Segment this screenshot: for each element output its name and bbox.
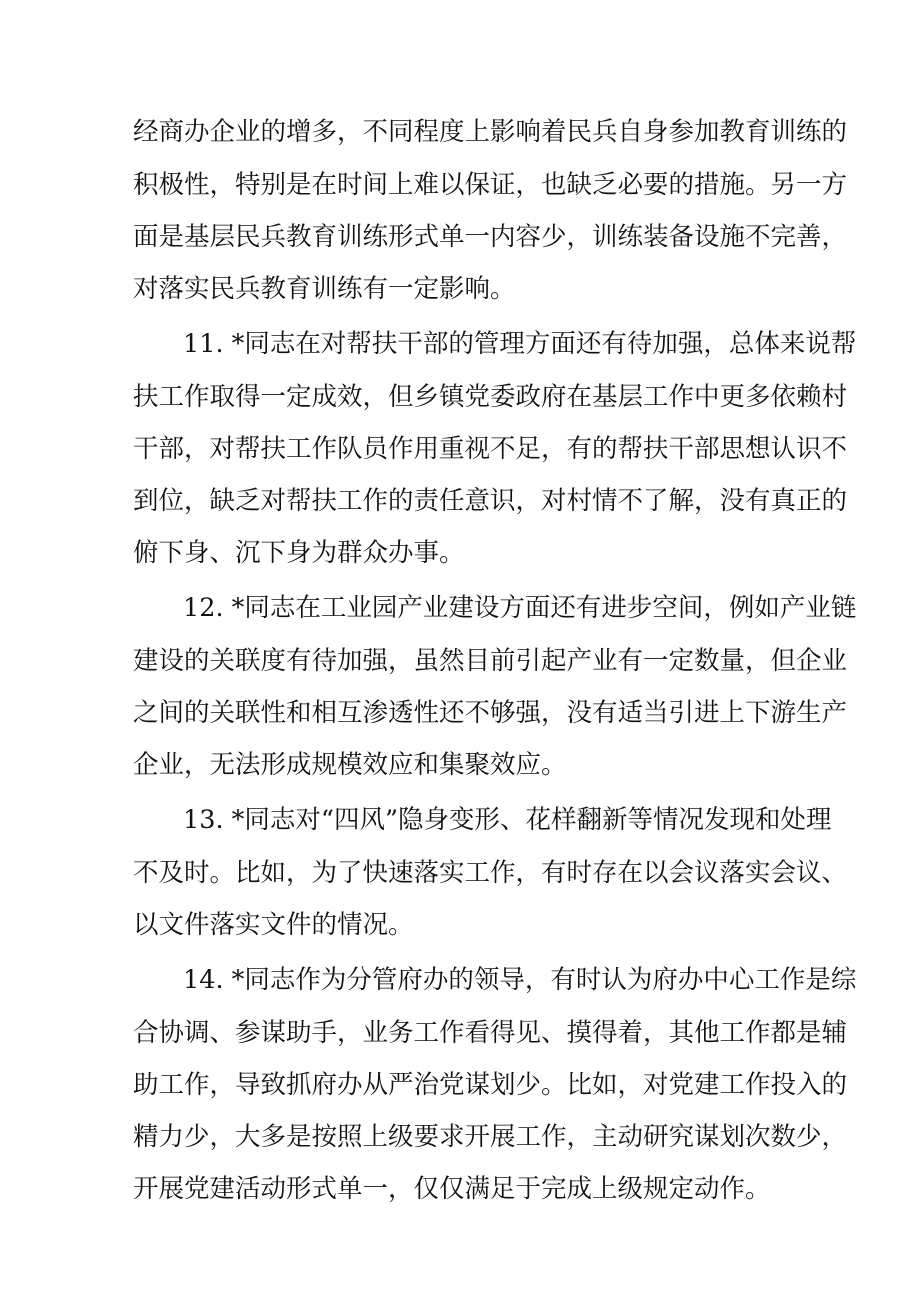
text-line: 企业，无法形成规模效应和集聚效应。 [133, 750, 567, 780]
text-line: 合协调、参谋助手，业务工作看得见、摸得着，其他工作都是辅 [133, 1018, 848, 1048]
text-line: 经商办企业的增多，不同程度上影响着民兵自身参加教育训练的 [133, 117, 848, 147]
text-line: 精力少，大多是按照上级要求开展工作，主动研究谋划次数少， [133, 1122, 848, 1152]
text-line: 面是基层民兵教育训练形式单一内容少，训练装备设施不完善， [133, 222, 848, 252]
text-line: 到位，缺乏对帮扶工作的责任意识，对村情不了解，没有真正的 [133, 486, 848, 516]
text-line: 之间的关联性和相互渗透性还不够强，没有适当引进上下游生产 [133, 698, 848, 728]
text-line: 助工作，导致抓府办从严治党谋划少。比如，对党建工作投入的 [133, 1070, 848, 1100]
text-line: 建设的关联度有待加强，虽然目前引起产业有一定数量，但企业 [133, 646, 848, 676]
text-line: 积极性，特别是在时间上难以保证，也缺乏必要的措施。另一方 [133, 170, 848, 200]
text-line: 以文件落实文件的情况。 [133, 910, 414, 940]
text-line: 不及时。比如，为了快速落实工作，有时存在以会议落实会议、 [133, 858, 848, 888]
text-line: 14. *同志作为分管府办的领导，有时认为府办中心工作是综 [183, 965, 857, 995]
text-line: 干部，对帮扶工作队员作用重视不足，有的帮扶干部思想认识不 [133, 434, 848, 464]
text-line: 扶工作取得一定成效，但乡镇党委政府在基层工作中更多依赖村 [133, 382, 848, 412]
text-line: 对落实民兵教育训练有一定影响。 [133, 274, 516, 304]
text-line: 俯下身、沉下身为群众办事。 [133, 538, 465, 568]
text-line: 12. *同志在工业园产业建设方面还有进步空间，例如产业链 [183, 593, 857, 623]
text-line: 13. *同志对“四风”隐身变形、花样翻新等情况发现和处理 [183, 805, 832, 835]
text-line: 开展党建活动形式单一，仅仅满足于完成上级规定动作。 [133, 1174, 771, 1204]
text-line: 11. *同志在对帮扶干部的管理方面还有待加强，总体来说帮 [183, 329, 857, 359]
